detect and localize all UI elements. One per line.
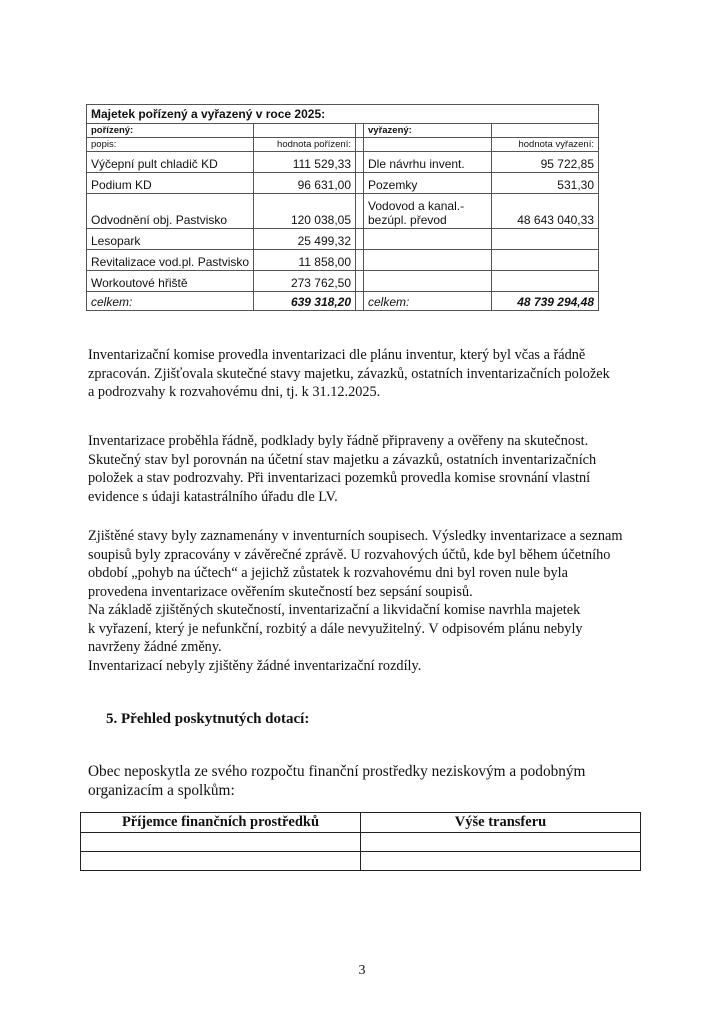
table-row	[81, 852, 641, 871]
inventory-records-paragraph: Zjištěné stavy byly zaznamenány v inventurních soupisech. Výsledky inventarizace a seznam soupisů byly zpracovány v závěrečné zprávě. U rozvahových účtů, kde byl během účetního období „pohyb na účtech“ a jejichž zůstatek k rozvahovému dni byl roven nule byla provedena inventarizace ověřením skutečností bez sepsání soupisů. Na základě zjištěných skutečností, inventarizační a likvidační komise navrhla majetek k vyřazení, který je nefunkční, rozbitý a dále nevyužitelný. V odpisovém plánu nebyly navrženy žádné změny. Inventarizací nebyly zjištěny žádné inventarizační rozdíly.	[88, 528, 623, 674]
disposed-item-value	[492, 271, 599, 292]
page-number: 3	[358, 963, 366, 978]
asset-table-title-row	[87, 105, 599, 124]
disposed-item-value	[492, 229, 599, 250]
disposed-total-label: celkem:	[364, 292, 492, 311]
table-row	[87, 173, 599, 194]
acquired-header: pořízený:	[87, 124, 254, 138]
acquired-item-value: 25 499,32	[254, 229, 356, 250]
acquired-item-value: 111 529,33	[254, 152, 356, 173]
inventory-commission-paragraph: Inventarizační komise provedla inventarizaci dle plánu inventur, který byl včas a řádně zpracován. Zjišťovala skutečné stavy majetku, závazků, ostatních inventarizačních položek a podrozvahy k rozvahovému dni, tj. k 31.12.2025.	[88, 347, 610, 400]
transfer-amount-column-header: Výše transferu	[361, 813, 641, 833]
disposed-item-value: 48 643 040,33	[492, 194, 599, 229]
acquired-item-description: Revitalizace vod.pl. Pastvisko	[87, 250, 254, 271]
table-row	[81, 833, 641, 852]
disposed-item-description: Vodovod a kanal.-bezúpl. převod	[364, 194, 492, 229]
acquired-item-description: Odvodnění obj. Pastvisko	[87, 194, 254, 229]
asset-table-total-row	[87, 292, 599, 311]
table-row	[87, 194, 599, 229]
description-header: popis:	[87, 138, 254, 152]
asset-table-column-header-row	[87, 138, 599, 152]
disposal-value-header: hodnota vyřazení:	[492, 138, 599, 152]
disposed-item-value	[492, 250, 599, 271]
asset-table-group-row	[87, 124, 599, 138]
acquired-item-description: Výčepní pult chladič KD	[87, 152, 254, 173]
table-row	[87, 250, 599, 271]
table-row	[87, 271, 599, 292]
acquired-total-label: celkem:	[87, 292, 254, 311]
grants-table-header-row	[81, 813, 641, 833]
asset-table-title: Majetek pořízený a vyřazený v roce 2025:	[87, 105, 599, 124]
grants-table	[80, 812, 641, 871]
asset-table	[86, 104, 599, 311]
acquired-item-value: 11 858,00	[254, 250, 356, 271]
disposed-item-value: 531,30	[492, 173, 599, 194]
table-row	[87, 152, 599, 173]
disposed-item-description: Pozemky	[364, 173, 492, 194]
acquired-item-value: 120 038,05	[254, 194, 356, 229]
acquisition-value-header: hodnota pořízení:	[254, 138, 356, 152]
disposed-total-value: 48 739 294,48	[492, 292, 599, 311]
disposed-item-description	[364, 250, 492, 271]
disposed-item-value: 95 722,85	[492, 152, 599, 173]
grants-intro-paragraph: Obec neposkytla ze svého rozpočtu finanční prostředky neziskovým a podobným organizacím a spolkům:	[88, 763, 586, 799]
inventory-result-paragraph: Inventarizace proběhla řádně, podklady byly řádně připraveny a ověřeny na skutečnost. Skutečný stav byl porovnán na účetní stav majetku a závazků, ostatních inventarizačních položek a stav podrozvahy. Při inventarizaci pozemků provedla komise srovnání vlastní evidence s údaji katastrálního úřadu dle LV.	[88, 433, 597, 505]
section-heading: 5. Přehled poskytnutých dotací:	[106, 711, 310, 727]
acquired-item-description: Podium KD	[87, 173, 254, 194]
acquired-total-value: 639 318,20	[254, 292, 356, 311]
acquired-item-description: Workoutové hřiště	[87, 271, 254, 292]
disposed-item-description: Dle návrhu invent.	[364, 152, 492, 173]
disposed-item-description	[364, 229, 492, 250]
acquired-item-value: 273 762,50	[254, 271, 356, 292]
disposed-header: vyřazený:	[364, 124, 492, 138]
disposed-item-description	[364, 271, 492, 292]
acquired-item-description: Lesopark	[87, 229, 254, 250]
table-row	[87, 229, 599, 250]
acquired-item-value: 96 631,00	[254, 173, 356, 194]
recipient-column-header: Příjemce finančních prostředků	[81, 813, 361, 833]
